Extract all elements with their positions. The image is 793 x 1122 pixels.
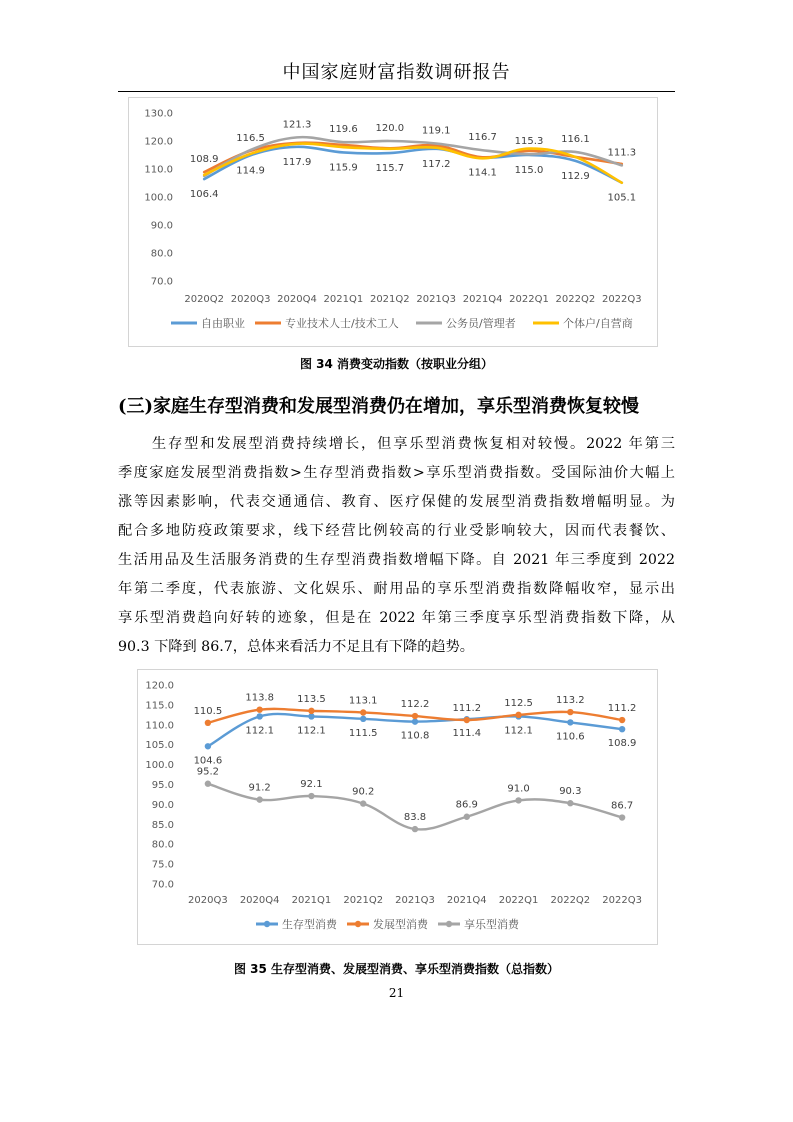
- data-label: 108.9: [607, 738, 637, 750]
- figure-35-caption: 图 35 生存型消费、发展型消费、享乐型消费指数（总指数）: [233, 962, 560, 976]
- consumption-type-index-chart: [137, 669, 658, 945]
- series-point: [412, 718, 418, 724]
- series-point: [619, 814, 625, 820]
- legend-label: 享乐型消费: [464, 918, 519, 931]
- series-point: [205, 743, 211, 749]
- y-tick-label: 110.0: [145, 720, 174, 732]
- occupation-consumption-chart: [128, 97, 658, 347]
- legend-label: 专业技术人士/技术工人: [285, 317, 399, 330]
- paragraph-line: 生活用品及生活服务消费的生存型消费指数增幅下降。自 2021 年三季度到 2022: [118, 552, 675, 568]
- series-point: [308, 708, 314, 714]
- paragraph-line: 生存型和发展型消费持续增长，但享乐型消费恢复相对较慢。2022 年第三: [152, 436, 675, 452]
- data-label: 110.6: [556, 731, 585, 743]
- series-point: [308, 713, 314, 719]
- series-point: [412, 826, 418, 832]
- series-point: [567, 709, 573, 715]
- data-label: 106.4: [189, 189, 219, 201]
- data-label: 108.9: [189, 154, 219, 166]
- series-point: [256, 706, 262, 712]
- y-tick-label: 70.0: [151, 879, 174, 891]
- data-label: 111.5: [348, 727, 378, 739]
- y-tick-label: 100.0: [144, 192, 173, 204]
- figure-34-caption: 图 34 消费变动指数（按职业分组）: [299, 357, 494, 371]
- y-tick-label: 115.0: [145, 700, 174, 712]
- data-label: 113.2: [556, 695, 585, 707]
- x-tick-label: 2021Q2: [369, 294, 410, 305]
- data-label: 111.3: [607, 147, 637, 159]
- data-label: 111.2: [452, 703, 482, 715]
- x-tick-label: 2020Q4: [277, 294, 317, 305]
- x-tick-label: 2022Q2: [550, 895, 591, 906]
- data-label: 115.0: [514, 165, 544, 176]
- legend-marker: [446, 921, 452, 927]
- data-label: 110.5: [193, 705, 223, 717]
- y-tick-label: 120.0: [145, 680, 174, 692]
- x-tick-label: 2020Q2: [184, 294, 225, 305]
- series-point: [567, 800, 573, 806]
- data-label: 86.9: [455, 799, 478, 811]
- data-label: 90.2: [352, 786, 375, 798]
- data-label: 110.8: [400, 730, 430, 742]
- legend-label: 公务员/管理者: [446, 317, 516, 330]
- x-tick-label: 2020Q4: [239, 895, 280, 906]
- x-tick-label: 2021Q2: [343, 895, 384, 906]
- series-point: [515, 797, 521, 803]
- x-tick-label: 2022Q1: [498, 895, 539, 906]
- legend-label: 发展型消费: [373, 918, 428, 931]
- data-label: 119.1: [421, 125, 451, 137]
- series-point: [360, 716, 366, 722]
- occupation-consumption-chart-svg: [129, 98, 657, 346]
- data-label: 113.8: [245, 692, 274, 704]
- data-label: 113.5: [297, 693, 326, 705]
- data-label: 116.5: [236, 132, 265, 144]
- paragraph-line: 年第二季度，代表旅游、文化娱乐、耐用品的享乐型消费指数降幅收窄，显示出: [118, 581, 675, 597]
- data-label: 111.2: [607, 703, 637, 715]
- data-label: 112.1: [245, 725, 274, 737]
- y-tick-label: 100.0: [145, 760, 174, 772]
- page-header-title: 中国家庭财富指数调研报告: [282, 62, 511, 83]
- data-label: 120.0: [375, 123, 405, 134]
- data-label: 112.5: [504, 697, 533, 709]
- y-tick-label: 70.0: [150, 276, 173, 288]
- data-label: 117.9: [282, 156, 312, 168]
- series-point: [464, 814, 470, 820]
- legend-marker: [264, 921, 270, 927]
- data-label: 83.8: [403, 812, 427, 824]
- x-tick-label: 2022Q2: [555, 294, 596, 305]
- y-tick-label: 130.0: [144, 108, 173, 120]
- y-tick-label: 90.0: [150, 220, 173, 232]
- x-tick-label: 2021Q3: [416, 294, 457, 305]
- data-label: 115.7: [375, 163, 405, 175]
- legend-label: 个体户/自营商: [563, 317, 633, 330]
- series-point: [360, 709, 366, 715]
- data-label: 117.2: [421, 158, 451, 170]
- x-tick-label: 2020Q3: [188, 895, 228, 906]
- data-label: 116.1: [561, 133, 590, 145]
- x-tick-label: 2022Q1: [509, 294, 549, 305]
- x-tick-label: 2020Q3: [230, 294, 271, 305]
- data-label: 112.1: [504, 725, 533, 737]
- data-label: 86.7: [610, 800, 634, 812]
- x-tick-label: 2022Q3: [601, 294, 642, 305]
- data-label: 112.1: [297, 725, 326, 737]
- series-point: [360, 800, 366, 806]
- header-divider: [118, 91, 675, 92]
- data-label: 121.3: [282, 119, 312, 131]
- paragraph-line: 季度家庭发展型消费指数>生存型消费指数>享乐型消费指数。受国际油价大幅上: [118, 465, 675, 481]
- paragraph-line: 涨等因素影响，代表交通通信、教育、医疗保健的发展型消费指数增幅明显。为: [118, 494, 675, 510]
- data-label: 105.1: [607, 192, 637, 204]
- legend-label: 自由职业: [201, 317, 245, 330]
- page-number: 21: [388, 986, 405, 1000]
- data-label: 116.7: [468, 132, 497, 144]
- series-point: [412, 713, 418, 719]
- data-label: 114.9: [236, 165, 265, 177]
- data-label: 114.1: [468, 167, 497, 179]
- x-tick-label: 2021Q3: [395, 895, 435, 906]
- y-tick-label: 85.0: [151, 819, 174, 831]
- series-point: [205, 720, 211, 726]
- x-tick-label: 2021Q1: [323, 294, 364, 305]
- data-label: 111.4: [452, 728, 482, 740]
- data-label: 112.9: [561, 170, 590, 182]
- x-tick-label: 2021Q1: [291, 895, 332, 906]
- data-label: 112.2: [400, 699, 430, 711]
- y-tick-label: 95.0: [151, 780, 174, 791]
- consumption-type-index-chart-svg: [138, 670, 657, 944]
- data-label: 115.3: [514, 136, 544, 148]
- x-tick-label: 2022Q3: [602, 895, 642, 906]
- data-label: 113.1: [348, 695, 378, 707]
- y-tick-label: 90.0: [151, 799, 174, 811]
- series-point: [256, 713, 262, 719]
- series-point: [619, 726, 625, 732]
- series-point: [464, 717, 470, 723]
- y-tick-label: 105.0: [145, 740, 174, 752]
- y-tick-label: 120.0: [144, 136, 173, 148]
- legend-marker: [355, 921, 361, 927]
- paragraph-line: 享乐型消费趋向好转的迹象，但是在 2022 年第三季度享乐型消费指数下降，从: [118, 610, 675, 626]
- y-tick-label: 75.0: [151, 859, 174, 871]
- data-label: 119.6: [329, 124, 358, 136]
- data-label: 95.2: [196, 766, 220, 778]
- paragraph-line: 90.3 下降到 86.7，总体来看活力不足且有下降的趋势。: [118, 639, 474, 655]
- y-tick-label: 110.0: [144, 164, 173, 176]
- series-point: [567, 719, 573, 725]
- section-heading: (三)家庭生存型消费和发展型消费仍在增加，享乐型消费恢复较慢: [118, 396, 640, 417]
- data-label: 115.9: [329, 162, 358, 174]
- paragraph-line: 配合多地防疫政策要求，线下经营比例较高的行业受影响较大，因而代表餐饮、: [118, 523, 675, 539]
- data-label: 104.6: [193, 755, 223, 767]
- data-label: 91.0: [507, 783, 530, 795]
- data-label: 92.1: [300, 779, 323, 791]
- series-point: [515, 712, 521, 718]
- y-tick-label: 80.0: [151, 839, 174, 851]
- y-tick-label: 80.0: [150, 248, 173, 260]
- legend-label: 生存型消费: [282, 918, 337, 931]
- series-point: [619, 717, 625, 723]
- data-label: 90.3: [559, 786, 582, 798]
- x-tick-label: 2021Q4: [446, 895, 487, 906]
- data-label: 91.2: [248, 782, 271, 794]
- x-tick-label: 2021Q4: [462, 294, 503, 305]
- series-point: [308, 793, 314, 799]
- series-point: [256, 796, 262, 802]
- series-point: [205, 781, 211, 787]
